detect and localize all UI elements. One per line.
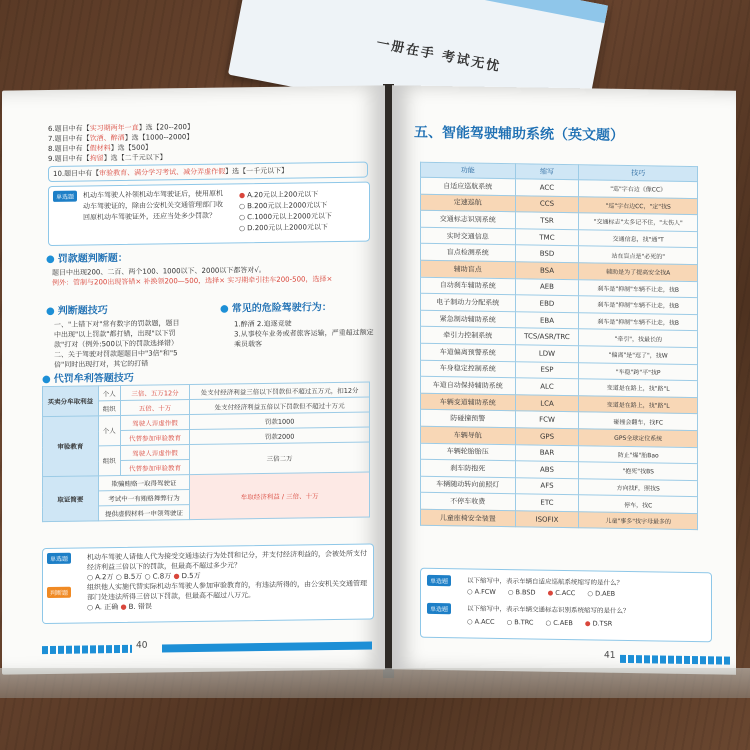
tip-cell: 方向找F，照找S bbox=[579, 478, 698, 496]
abbr-cell: BSA bbox=[515, 262, 579, 280]
sub-cell: 个人 bbox=[98, 386, 120, 401]
penalty-line-1: 题目中出现200、二百、两个100、1000以下、2000以下都答对√。 bbox=[52, 265, 266, 277]
abbr-cell: ETC bbox=[515, 494, 579, 512]
tip-cell: 防止"爆"胎Bao bbox=[579, 445, 698, 463]
abbr-cell: LCA bbox=[515, 394, 579, 412]
rule-post: 】选【500】 bbox=[110, 143, 153, 153]
function-cell: 不停车收费 bbox=[421, 493, 516, 511]
option-c[interactable]: ● C.ACC bbox=[548, 589, 576, 597]
option-d[interactable]: ○ D.200元以上2000元以下 bbox=[239, 222, 332, 234]
function-cell: 车辆导航 bbox=[421, 426, 516, 444]
question-type-tag: 单选题 bbox=[47, 553, 71, 564]
rule-pre: 7.题目中有【 bbox=[48, 134, 90, 144]
abbr-cell: ISOFIX bbox=[515, 511, 579, 529]
tip-cell: "牵引"，找最长的 bbox=[579, 329, 698, 347]
function-cell: 防碰撞预警 bbox=[421, 410, 516, 428]
adas-table-body bbox=[421, 177, 698, 530]
decorative-bar bbox=[42, 645, 132, 654]
sub-cell: 组织 bbox=[98, 446, 120, 476]
sub-cell: 提供虚假材料一申领驾驶证 bbox=[98, 505, 190, 521]
abbr-cell: EBD bbox=[515, 295, 579, 313]
function-cell: 辅助盲点 bbox=[421, 260, 516, 278]
function-cell: 电子制动力分配系统 bbox=[421, 293, 516, 311]
penalty-line-2: 例外：管制与200出现答错× 补换领200—500，选择× 实习期牵引挂车200-500，选择× bbox=[52, 275, 333, 287]
rule-pre: 10.题目中有【 bbox=[53, 169, 100, 178]
rule-highlight: 审验教育、满分学习考试、减分弄虚作假 bbox=[99, 167, 226, 178]
function-cell: 车道自动保持辅助系统 bbox=[421, 376, 516, 394]
tip-cell: 刹车是"抑制"车辆不让走，找B bbox=[579, 296, 698, 314]
question-type-tag: 单选题 bbox=[427, 575, 451, 586]
mid-cell: 代替参加审验教育 bbox=[120, 430, 190, 446]
function-cell: 盲点检测系统 bbox=[421, 244, 516, 262]
abbr-cell: AFS bbox=[515, 477, 579, 495]
danger-line-1: 1.醉酒 2.追逐竞驶 bbox=[234, 319, 292, 329]
proxy-penalty-table bbox=[42, 382, 370, 523]
sub-cell: 个人 bbox=[98, 416, 120, 446]
left-page bbox=[2, 85, 385, 674]
question-card-2 bbox=[42, 543, 374, 624]
section-title: 五、智能驾驶辅助系统（英文题） bbox=[414, 124, 624, 144]
penalty-section-body bbox=[52, 264, 372, 288]
danger-line-2: 3.从事校车业务或者旅客运输，严重超过额定乘员载客 bbox=[234, 328, 374, 349]
page-number: 41 bbox=[604, 650, 616, 661]
option-d[interactable]: ● D.TSR bbox=[585, 619, 612, 627]
tip-cell: 变道是在路上，找"路"L bbox=[579, 379, 698, 397]
question-stem: 机动车驾驶人补领机动车驾驶证后，使用原机动车驾驶证的，除由公安机关交通管理部门收回原机动车驾驶证外，还应当处多少罚款？ bbox=[83, 189, 223, 222]
option-b[interactable]: ○ B.5万 bbox=[116, 573, 143, 581]
tip-cell: "偏离"是"逗了"，找W bbox=[579, 346, 698, 364]
mid-cell: 五倍、十万 bbox=[120, 400, 190, 416]
abbr-cell: ABS bbox=[515, 461, 579, 479]
penalty-section-title: ● 罚款题判断题： bbox=[46, 249, 128, 265]
function-cell: 交通标志识别系统 bbox=[421, 210, 516, 228]
group-cell: 取证简要 bbox=[43, 476, 99, 522]
tip-cell: "巡"字右边CC，"定"找S bbox=[579, 196, 698, 214]
option-b[interactable]: ○ B.BSD bbox=[508, 588, 536, 596]
mid-cell: 代替参加审验教育 bbox=[120, 460, 190, 476]
function-cell: 儿童座椅安全装置 bbox=[421, 509, 516, 527]
sub-cell: 欺骗贿赂一取得驾驶证 bbox=[98, 475, 190, 491]
option-a[interactable]: ● A.20元以上200元以下 bbox=[239, 189, 332, 201]
danger-section-body bbox=[234, 317, 374, 349]
page-bottom-shadow bbox=[0, 668, 750, 698]
abbr-cell: AEB bbox=[515, 278, 579, 296]
sub-cell: 考试中一有贿赂舞弊行为 bbox=[98, 490, 190, 506]
question-type-tag: 单选题 bbox=[53, 191, 77, 202]
rule-highlight: 实习期两年一直 bbox=[89, 123, 139, 133]
function-cell: 车道偏离预警系统 bbox=[421, 343, 516, 361]
tip-cell: 碰撞会翻车，找FC bbox=[579, 412, 698, 430]
abbr-cell: TCS/ASR/TRC bbox=[515, 328, 579, 346]
option-d[interactable]: ● D.5万 bbox=[173, 572, 200, 580]
function-cell: 自适应巡航系统 bbox=[421, 177, 516, 195]
rule-pre: 9.题目中有【 bbox=[48, 154, 90, 164]
rule-post: 】选【20--200】 bbox=[138, 122, 195, 132]
adas-row bbox=[421, 509, 698, 530]
tip-cell: 辅助是为了提高安全找A bbox=[579, 263, 698, 281]
right-cell-line: 三倍、十万 bbox=[286, 491, 319, 501]
option-a[interactable]: ○ A. 正确 bbox=[87, 603, 118, 611]
abbr-cell: TMC bbox=[515, 229, 579, 247]
right-cell: 罚款2000 bbox=[190, 427, 370, 445]
abbr-cell: BAR bbox=[515, 444, 579, 462]
mid-cell: 驾驶人弄虚作假 bbox=[120, 445, 190, 461]
function-cell: 车身稳定控制系统 bbox=[421, 360, 516, 378]
tip-cell: GPS全球定位系统 bbox=[579, 429, 698, 447]
penalty-rules bbox=[48, 120, 368, 182]
function-cell: 自动刹车辅助系统 bbox=[421, 277, 516, 295]
group-cell: 审验教育 bbox=[43, 416, 99, 477]
abbr-cell: EBA bbox=[515, 311, 579, 329]
rule-post: 】选【一千元以下】 bbox=[225, 166, 289, 176]
option-c[interactable]: ○ C.8万 bbox=[145, 572, 172, 580]
header-tip: 技巧 bbox=[579, 165, 698, 182]
function-cell: 定速巡航 bbox=[421, 194, 516, 212]
rule-highlight: 拘留 bbox=[89, 154, 104, 163]
background-book-text: 一册在手 考试无忧 bbox=[375, 36, 503, 76]
option-a[interactable]: ○ A.ACC bbox=[467, 617, 494, 625]
tip-cell: 儿童"事多"找字母最多的 bbox=[579, 512, 698, 530]
question-type-tag: 单选题 bbox=[427, 603, 451, 614]
header-function: 功能 bbox=[421, 162, 516, 178]
abbr-cell: CCS bbox=[515, 195, 579, 213]
function-cell: 牵引力控制系统 bbox=[421, 327, 516, 345]
option-d[interactable]: ○ D.AEB bbox=[587, 589, 615, 597]
decorative-bar bbox=[162, 642, 372, 653]
tip-cell: "车稳"跨"平"找P bbox=[579, 362, 698, 380]
abbr-cell: BSD bbox=[515, 245, 579, 263]
adas-table bbox=[420, 162, 698, 531]
question-card-1 bbox=[48, 182, 370, 246]
proxy-section-title: ● 代罚牟利答题技巧 bbox=[42, 369, 134, 385]
rule-pre: 6.题目中有【 bbox=[48, 124, 90, 134]
right-cell: 牟取经济利益 / 三倍、十万 bbox=[190, 472, 370, 520]
function-cell: 刹车防抱死 bbox=[421, 459, 516, 477]
abbr-cell: TSR bbox=[515, 212, 579, 230]
tip-cell: 刹车是"抑制"车辆不让走，找B bbox=[579, 279, 698, 297]
tip-cell: 交通信息，找"通"T bbox=[579, 230, 698, 248]
header-abbr: 缩写 bbox=[515, 164, 579, 180]
danger-section-title: ● 常见的危险驾驶行为： bbox=[220, 298, 332, 315]
rule-post: 】选【二千元以下】 bbox=[103, 153, 167, 163]
option-a[interactable]: ○ A.2万 bbox=[87, 573, 113, 581]
function-cell: 车辆变道辅助系统 bbox=[421, 393, 516, 411]
question-stem: 以下缩写中，表示车辆自适应巡航系统缩写的是什么？ bbox=[467, 576, 623, 587]
right-cell-line: 牟取经济利益 bbox=[240, 492, 280, 501]
abbr-cell: FCW bbox=[515, 411, 579, 429]
judge-section-title: ● 判断题技巧 bbox=[46, 301, 108, 317]
right-cell: 罚款1000 bbox=[190, 412, 370, 430]
function-cell: 车辆轮胎胎压 bbox=[421, 443, 516, 461]
mid-cell: 三倍、五万12分 bbox=[120, 385, 190, 401]
option-c[interactable]: ○ C.AEB bbox=[546, 619, 573, 627]
question-stem-2: 以下缩写中，表示车辆交通标志识别系统缩写的是什么？ bbox=[467, 604, 630, 616]
rule-post: 】选【1000--2000】 bbox=[124, 133, 194, 142]
option-a[interactable]: ○ A.FCW bbox=[467, 587, 496, 595]
rule-highlight: 饮酒、醉酒 bbox=[89, 133, 125, 143]
question-type-tag-2: 判断题 bbox=[47, 587, 71, 598]
background-book-edge bbox=[251, 0, 608, 23]
tip-cell: 刹车是"抑制"车辆不让走，找B bbox=[579, 312, 698, 330]
abbr-cell: ALC bbox=[515, 378, 579, 396]
question-options bbox=[467, 587, 615, 597]
question-options bbox=[239, 189, 332, 234]
abbr-cell: GPS bbox=[515, 428, 579, 446]
option-b[interactable]: ● B. 错误 bbox=[120, 603, 151, 611]
mid-cell: 驾驶人弄虚作假 bbox=[120, 415, 190, 431]
tip-cell: "交通标志"太多记不住，"太伤人" bbox=[579, 213, 698, 231]
question-stem-2: 组织他人实施代替实际机动车驾驶人参加审验教育的，有违法所得的，由公安机关交通管理部门处违法所得三倍以下罚款，但最高不超过八万元。 bbox=[87, 579, 367, 602]
right-cell: 处支付经济利益三倍以下罚款但不超过五万元，扣12分 bbox=[190, 382, 370, 400]
function-cell: 实时交通信息 bbox=[421, 227, 516, 245]
option-b[interactable]: ○ B.200元以上2000元以下 bbox=[239, 200, 332, 212]
rule-10 bbox=[48, 162, 368, 182]
right-cell: 处支付经济利益五倍以下罚款但不超过十万元 bbox=[190, 397, 370, 415]
decorative-bar bbox=[620, 655, 730, 665]
judge-line-2: 二、关于驾驶对罚款题题目中"3倍"和"5倍"同时出现打对，其它的打错 bbox=[54, 349, 178, 369]
abbr-cell: ACC bbox=[515, 179, 579, 197]
right-page bbox=[392, 85, 736, 674]
group-cell: 买卖分牟取利益 bbox=[43, 386, 99, 417]
page-number: 40 bbox=[136, 640, 148, 651]
tip-cell: 停车，找C bbox=[579, 495, 698, 513]
tip-cell: 站在盲点是"必死的" bbox=[579, 246, 698, 264]
rule-highlight: 假材料 bbox=[89, 144, 111, 153]
function-cell: 车辆随动转向前照灯 bbox=[421, 476, 516, 494]
tip-cell: "抱死"找BS bbox=[579, 462, 698, 480]
option-b[interactable]: ○ B.TRC bbox=[507, 618, 534, 626]
judge-section-body bbox=[54, 318, 184, 370]
judge-line-1: 一、"上错下对"常有数字的罚款题，题目中出现"以上罚款"都打错，出现"以下罚款"打对（例外:500以下的罚款选择错） bbox=[54, 319, 180, 349]
function-cell: 紧急制动辅助系统 bbox=[421, 310, 516, 328]
question-card-3 bbox=[420, 568, 712, 643]
question-stem: 机动车驾驶人请他人代为接受交通违法行为处罚和记分，并支付经济利益的，会被处所支付经济利益三倍以下的罚款，但最高不超过多少元？ bbox=[87, 549, 367, 572]
option-c[interactable]: ○ C.1000元以上2000元以下 bbox=[239, 211, 332, 223]
question-block bbox=[87, 549, 367, 613]
tip-cell: 变道是在路上，找"路"L bbox=[579, 395, 698, 413]
abbr-cell: LDW bbox=[515, 345, 579, 363]
question-options-2 bbox=[467, 617, 612, 627]
rule-pre: 8.题目中有【 bbox=[48, 144, 90, 154]
tip-cell: "巡"字右边《像CC》 bbox=[579, 180, 698, 198]
right-cell: 三倍二万 bbox=[190, 442, 370, 475]
abbr-cell: ESP bbox=[515, 361, 579, 379]
sub-cell: 组织 bbox=[98, 401, 120, 416]
